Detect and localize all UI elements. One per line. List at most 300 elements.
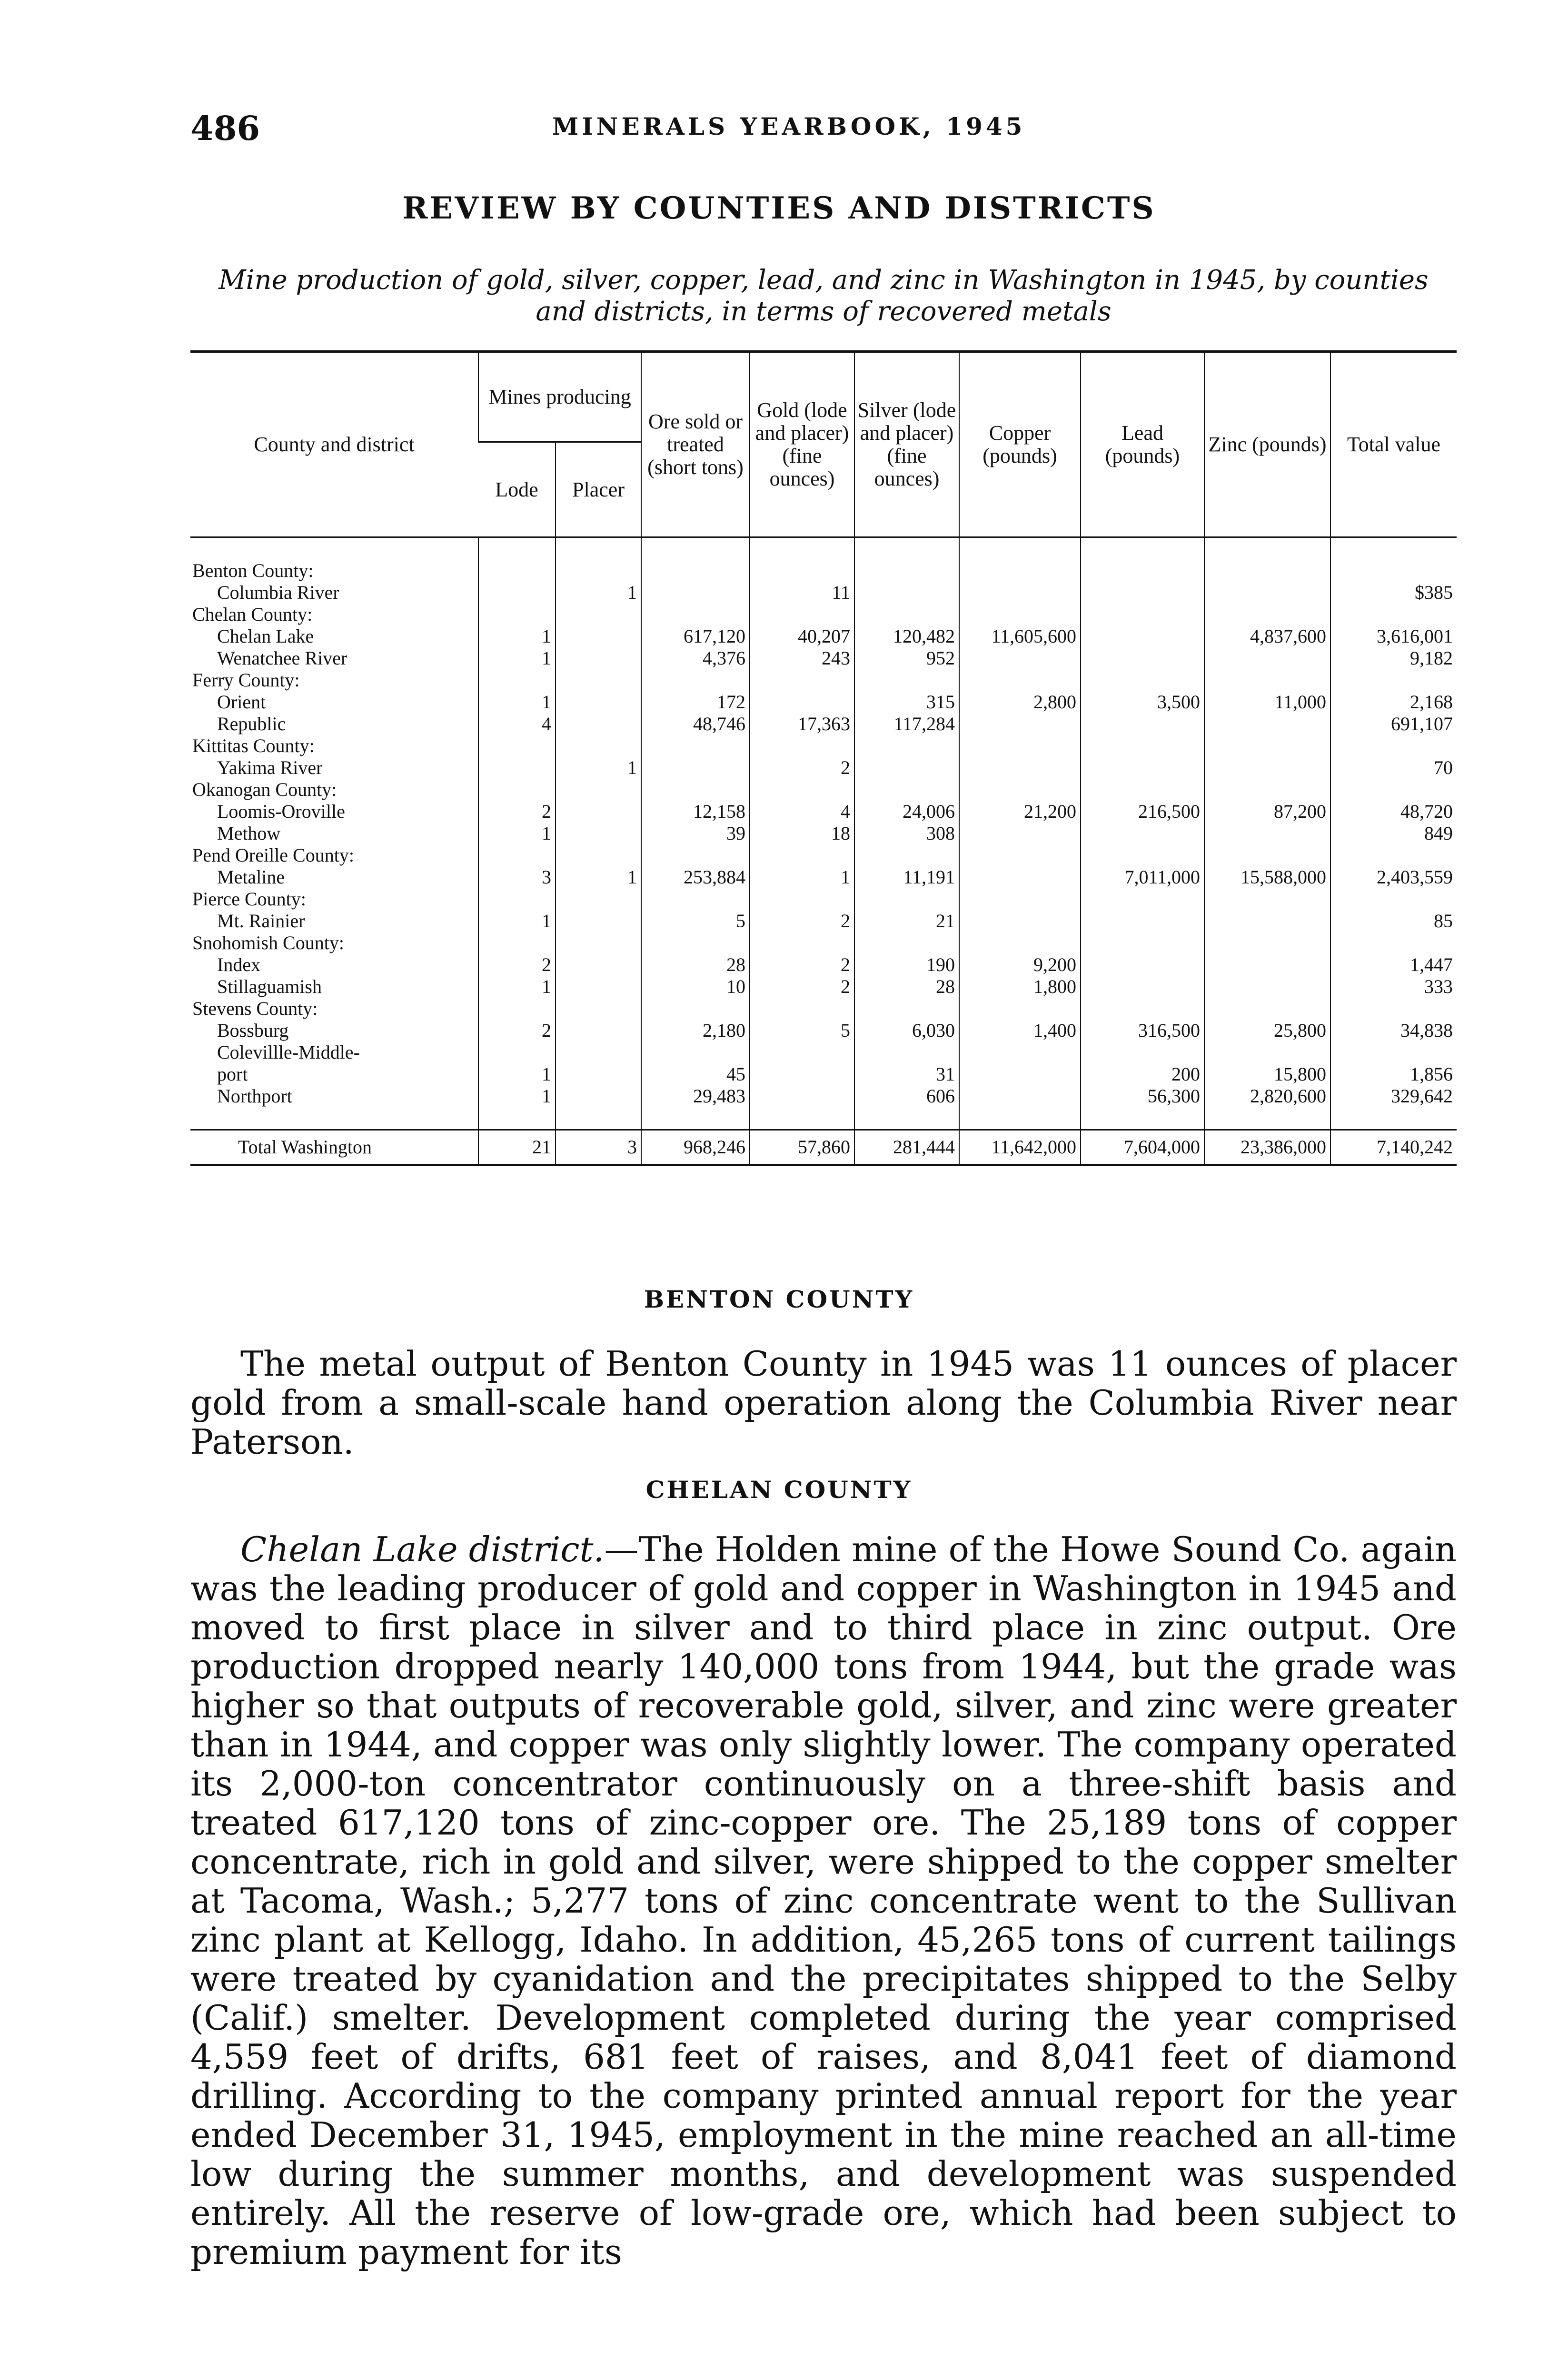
cell-lead [1081, 888, 1204, 910]
county-name: Benton County: [192, 560, 314, 581]
cell-ore: 10 [641, 976, 750, 998]
cell-copper [959, 1085, 1081, 1107]
cell-silver: 315 [854, 691, 959, 713]
cell-silver [854, 604, 959, 625]
cell-zinc: 25,800 [1204, 1020, 1330, 1041]
county-name: Kittitas County: [192, 735, 315, 756]
cell-zinc: 4,837,600 [1204, 625, 1330, 647]
cell-placer [556, 647, 641, 669]
cell-gold: 17,363 [750, 713, 854, 735]
cell-zinc: 23,386,000 [1204, 1130, 1330, 1165]
cell-copper: 21,200 [959, 801, 1081, 823]
cell-lead [1081, 1041, 1204, 1063]
district-name-cell: Chelan Lake [217, 625, 314, 647]
cell-lode [478, 604, 556, 625]
cell-placer [556, 844, 641, 866]
cell-zinc: 2,820,600 [1204, 1085, 1330, 1107]
cell-total [1330, 888, 1457, 910]
cell-gold: 2 [750, 757, 854, 779]
cell-lead: 316,500 [1081, 1020, 1204, 1041]
cell-ore: 253,884 [641, 866, 750, 888]
cell-total: 7,140,242 [1330, 1130, 1457, 1165]
cell-lode [478, 932, 556, 954]
cell-lode: 1 [478, 1063, 556, 1085]
cell-lode [478, 582, 556, 604]
review-title: REVIEW BY COUNTIES AND DISTRICTS [402, 190, 1156, 226]
cell-copper [959, 844, 1081, 866]
cell-placer [556, 1020, 641, 1041]
cell-zinc [1204, 560, 1330, 582]
cell-copper [959, 757, 1081, 779]
cell-lode: 1 [478, 823, 556, 844]
cell-total [1330, 998, 1457, 1020]
cell-silver: 11,191 [854, 866, 959, 888]
cell-lead: 216,500 [1081, 801, 1204, 823]
total-row [190, 1130, 1457, 1165]
county-row [190, 735, 1457, 757]
county-name: Snohomish County: [192, 932, 344, 953]
cell-lead [1081, 735, 1204, 757]
county-name: Chelan County: [192, 604, 313, 625]
cell-silver [854, 669, 959, 691]
cell-total: 48,720 [1330, 801, 1457, 823]
district-row [190, 691, 1457, 713]
cell-placer [556, 1085, 641, 1107]
cell-copper [959, 647, 1081, 669]
district-name-cell: Republic [217, 713, 286, 734]
cell-total: 3,616,001 [1330, 625, 1457, 647]
cell-copper: 2,800 [959, 691, 1081, 713]
cell-silver [854, 888, 959, 910]
cell-ore: 12,158 [641, 801, 750, 823]
header-lead: Lead (pounds) [1081, 352, 1204, 537]
cell-placer [556, 888, 641, 910]
cell-lead: 3,500 [1081, 691, 1204, 713]
cell-total [1330, 844, 1457, 866]
cell-zinc [1204, 735, 1330, 757]
cell-lead [1081, 779, 1204, 801]
county-row [190, 604, 1457, 625]
cell-silver: 6,030 [854, 1020, 959, 1041]
cell-gold [750, 1063, 854, 1085]
cell-zinc [1204, 582, 1330, 604]
county-name: Okanogan County: [192, 779, 337, 800]
district-name-cell: Loomis-Oroville [217, 801, 345, 822]
county-name: Ferry County: [192, 669, 300, 691]
cell-zinc [1204, 669, 1330, 691]
cell-placer [556, 998, 641, 1020]
district-name-cell: Columbia River [217, 582, 339, 603]
cell-total: 333 [1330, 976, 1457, 998]
cell-lode [478, 998, 556, 1020]
cell-lode: 3 [478, 866, 556, 888]
header-county-district: County and district [190, 352, 478, 537]
cell-lode [478, 735, 556, 757]
cell-ore [641, 844, 750, 866]
cell-copper [959, 1041, 1081, 1063]
cell-copper [959, 998, 1081, 1020]
cell-lead [1081, 844, 1204, 866]
cell-total: 329,642 [1330, 1085, 1457, 1107]
cell-copper: 11,642,000 [959, 1130, 1081, 1165]
cell-placer [556, 713, 641, 735]
district-row [190, 954, 1457, 976]
cell-ore: 4,376 [641, 647, 750, 669]
cell-ore: 48,746 [641, 713, 750, 735]
cell-copper [959, 932, 1081, 954]
cell-placer [556, 604, 641, 625]
cell-gold [750, 932, 854, 954]
cell-zinc [1204, 779, 1330, 801]
district-name-cell: Bossburg [217, 1020, 289, 1041]
cell-total [1330, 932, 1457, 954]
chelan-county-paragraph [190, 1530, 1457, 2271]
cell-copper [959, 669, 1081, 691]
cell-silver [854, 560, 959, 582]
cell-silver [854, 779, 959, 801]
cell-gold: 5 [750, 1020, 854, 1041]
cell-lead: 56,300 [1081, 1085, 1204, 1107]
cell-copper [959, 888, 1081, 910]
cell-gold [750, 669, 854, 691]
cell-lead [1081, 932, 1204, 954]
cell-lead: 7,604,000 [1081, 1130, 1204, 1165]
cell-lode [478, 560, 556, 582]
cell-copper [959, 560, 1081, 582]
chelan-county-heading: CHELAN COUNTY [645, 1476, 913, 1504]
cell-ore [641, 582, 750, 604]
cell-placer: 1 [556, 866, 641, 888]
cell-zinc [1204, 998, 1330, 1020]
cell-lead [1081, 582, 1204, 604]
county-name: Stevens County: [192, 998, 318, 1019]
header-gold: Gold (lode and placer) (fine ounces) [750, 352, 854, 537]
cell-ore [641, 932, 750, 954]
cell-placer [556, 625, 641, 647]
cell-lead [1081, 647, 1204, 669]
cell-ore [641, 1041, 750, 1063]
cell-lode [478, 779, 556, 801]
cell-lead [1081, 560, 1204, 582]
cell-gold [750, 1041, 854, 1063]
district-name: Chelan Lake district. [240, 1529, 605, 1569]
cell-gold: 2 [750, 954, 854, 976]
cell-copper [959, 582, 1081, 604]
cell-lode [478, 669, 556, 691]
cell-ore: 45 [641, 1063, 750, 1085]
cell-lode: 2 [478, 954, 556, 976]
cell-gold [750, 560, 854, 582]
cell-total: 1,447 [1330, 954, 1457, 976]
cell-gold: 11 [750, 582, 854, 604]
cell-ore [641, 604, 750, 625]
district-row [190, 582, 1457, 604]
cell-lode: 2 [478, 1020, 556, 1041]
cell-zinc [1204, 910, 1330, 932]
cell-placer: 1 [556, 757, 641, 779]
county-row [190, 560, 1457, 582]
district-row [190, 713, 1457, 735]
cell-copper [959, 910, 1081, 932]
cell-silver [854, 582, 959, 604]
header-total-value: Total value [1330, 352, 1457, 537]
district-name-cell: Yakima River [217, 757, 323, 778]
cell-placer [556, 910, 641, 932]
district-name-cell: Northport [217, 1085, 292, 1107]
cell-lode: 1 [478, 647, 556, 669]
district-row [190, 866, 1457, 888]
cell-zinc [1204, 844, 1330, 866]
cell-ore: 617,120 [641, 625, 750, 647]
cell-zinc: 15,588,000 [1204, 866, 1330, 888]
cell-total [1330, 560, 1457, 582]
cell-copper [959, 779, 1081, 801]
cell-lode [478, 888, 556, 910]
county-row [190, 779, 1457, 801]
cell-ore [641, 669, 750, 691]
county-row [190, 932, 1457, 954]
cell-gold [750, 691, 854, 713]
cell-total [1330, 779, 1457, 801]
cell-silver [854, 757, 959, 779]
header-mines-producing: Mines producing [478, 352, 641, 442]
cell-placer [556, 560, 641, 582]
cell-gold [750, 735, 854, 757]
cell-placer [556, 1041, 641, 1063]
cell-total [1330, 604, 1457, 625]
cell-lead: 200 [1081, 1063, 1204, 1085]
cell-lode: 2 [478, 801, 556, 823]
district-name-cell: Stillaguamish [217, 976, 322, 997]
cell-zinc [1204, 604, 1330, 625]
header-placer: Placer [556, 442, 641, 537]
benton-county-paragraph: The metal output of Benton County in 1945 was 11 ounces of placer gold from a small-scale hand operation along the Columbia River near Paterson. [190, 1344, 1457, 1462]
cell-placer [556, 954, 641, 976]
cell-gold: 2 [750, 910, 854, 932]
cell-placer [556, 669, 641, 691]
header-lode: Lode [478, 442, 556, 537]
county-name: Pend Oreille County: [192, 844, 354, 866]
district-name-cell: Wenatchee River [217, 647, 347, 669]
district-row [190, 757, 1457, 779]
district-name-cell: Index [217, 954, 261, 975]
cell-zinc: 87,200 [1204, 801, 1330, 823]
cell-gold [750, 1085, 854, 1107]
cell-silver: 952 [854, 647, 959, 669]
cell-placer [556, 801, 641, 823]
district-name-cell: Total Washington [190, 1130, 478, 1165]
cell-placer [556, 823, 641, 844]
cell-silver [854, 932, 959, 954]
cell-lode [478, 844, 556, 866]
cell-lode: 21 [478, 1130, 556, 1165]
cell-lead [1081, 625, 1204, 647]
cell-gold [750, 844, 854, 866]
cell-total: 9,182 [1330, 647, 1457, 669]
district-name-cell: Methow [217, 823, 281, 844]
cell-total [1330, 735, 1457, 757]
district-name-cell: Mt. Rainier [217, 910, 305, 932]
chelan-paragraph-body: —The Holden mine of the Howe Sound Co. again was the leading producer of gold and copper in Washington in 1945 and moved to first place in silver and to third place in zinc output. Ore production dropped nearly 140,000 tons from 1944, but the grade was higher so that outputs of recoverable gold, silver, and zinc were greater than in 1944, and copper was only slightly lower. The company operated its 2,000-ton concentrator continuously on a three-shift basis and treated 617,120 tons of zinc-copper ore. The 25,189 tons of copper concentrate, rich in gold and silver, were shipped to the copper smelter at Tacoma, Wash.; 5,277 tons of zinc concentrate went to the Sullivan zinc plant at Kellogg, Idaho. In addition, 45,265 tons of current tailings were treated by cyanidation and the precipitates shipped to the Selby (Calif.) smelter. Development completed during the year comprised 4,559 feet of drifts, 681 feet of raises, and 8,041 feet of diamond drilling. According to the company printed annual report for the year ended December 31, 1945, employment in the mine reached an all-time low during the summer months, and development was suspended entirely. All the reserve of low-grade ore, which had been subject to premium payment for its [190, 1529, 1457, 2272]
cell-gold: 243 [750, 647, 854, 669]
district-row [190, 801, 1457, 823]
cell-lode: 1 [478, 976, 556, 998]
cell-total: 849 [1330, 823, 1457, 844]
cell-ore [641, 779, 750, 801]
cell-ore: 5 [641, 910, 750, 932]
cell-ore [641, 560, 750, 582]
cell-zinc [1204, 757, 1330, 779]
district-name-cell: port [217, 1063, 248, 1085]
cell-lode: 4 [478, 713, 556, 735]
cell-lead [1081, 976, 1204, 998]
cell-lead [1081, 669, 1204, 691]
cell-zinc [1204, 823, 1330, 844]
cell-gold: 18 [750, 823, 854, 844]
cell-silver: 28 [854, 976, 959, 998]
cell-ore [641, 998, 750, 1020]
cell-zinc: 15,800 [1204, 1063, 1330, 1085]
cell-lead [1081, 823, 1204, 844]
cell-zinc [1204, 647, 1330, 669]
cell-gold [750, 998, 854, 1020]
cell-silver: 117,284 [854, 713, 959, 735]
cell-lode: 1 [478, 1085, 556, 1107]
cell-gold: 2 [750, 976, 854, 998]
cell-lead [1081, 954, 1204, 976]
cell-lead: 7,011,000 [1081, 866, 1204, 888]
cell-placer: 3 [556, 1130, 641, 1165]
cell-lode [478, 757, 556, 779]
county-row [190, 844, 1457, 866]
cell-copper: 1,800 [959, 976, 1081, 998]
cell-gold [750, 779, 854, 801]
cell-total: 1,856 [1330, 1063, 1457, 1085]
cell-total: $385 [1330, 582, 1457, 604]
cell-ore: 28 [641, 954, 750, 976]
cell-total: 70 [1330, 757, 1457, 779]
cell-copper [959, 735, 1081, 757]
cell-total: 34,838 [1330, 1020, 1457, 1041]
cell-ore: 29,483 [641, 1085, 750, 1107]
cell-copper [959, 713, 1081, 735]
district-row [190, 823, 1457, 844]
cell-lode: 1 [478, 910, 556, 932]
district-row [190, 1063, 1457, 1085]
cell-copper: 11,605,600 [959, 625, 1081, 647]
cell-copper: 9,200 [959, 954, 1081, 976]
cell-ore: 2,180 [641, 1020, 750, 1041]
cell-total [1330, 1041, 1457, 1063]
cell-lode [478, 1041, 556, 1063]
district-row [190, 1020, 1457, 1041]
cell-silver [854, 998, 959, 1020]
cell-zinc [1204, 1041, 1330, 1063]
cell-placer [556, 1063, 641, 1085]
district-name-cell: Orient [217, 691, 266, 713]
cell-placer [556, 932, 641, 954]
cell-copper: 1,400 [959, 1020, 1081, 1041]
cell-zinc [1204, 954, 1330, 976]
cell-silver: 120,482 [854, 625, 959, 647]
cell-gold [750, 888, 854, 910]
table-body [190, 537, 1457, 1165]
header-copper: Copper (pounds) [959, 352, 1081, 537]
county-row [190, 669, 1457, 691]
county-name: Pierce County: [192, 888, 306, 910]
cell-placer [556, 779, 641, 801]
cell-lead [1081, 910, 1204, 932]
cell-gold: 57,860 [750, 1130, 854, 1165]
cell-silver: 21 [854, 910, 959, 932]
header-zinc: Zinc (pounds) [1204, 352, 1330, 537]
district-row [190, 647, 1457, 669]
cell-lead [1081, 998, 1204, 1020]
cell-copper [959, 1063, 1081, 1085]
cell-zinc [1204, 976, 1330, 998]
cell-copper [959, 823, 1081, 844]
cell-total: 2,168 [1330, 691, 1457, 713]
table-caption: Mine production of gold, silver, copper, lead, and zinc in Washington in 1945, by counties and districts, in terms of recovered metals [218, 265, 1429, 327]
county-row [190, 888, 1457, 910]
cell-total [1330, 669, 1457, 691]
cell-total: 2,403,559 [1330, 866, 1457, 888]
cell-silver [854, 735, 959, 757]
district-row [190, 625, 1457, 647]
cell-placer: 1 [556, 582, 641, 604]
cell-silver [854, 1041, 959, 1063]
cell-total: 85 [1330, 910, 1457, 932]
district-row [190, 1085, 1457, 1107]
production-table [190, 350, 1457, 1166]
county-row [190, 998, 1457, 1020]
cell-placer [556, 691, 641, 713]
cell-gold [750, 604, 854, 625]
cell-silver: 31 [854, 1063, 959, 1085]
cell-placer [556, 735, 641, 757]
header-ore: Ore sold or treated (short tons) [641, 352, 750, 537]
cell-gold: 4 [750, 801, 854, 823]
cell-zinc [1204, 713, 1330, 735]
header-silver: Silver (lode and placer) (fine ounces) [854, 352, 959, 537]
cell-gold: 1 [750, 866, 854, 888]
cell-lode: 1 [478, 625, 556, 647]
cell-silver: 190 [854, 954, 959, 976]
cell-gold: 40,207 [750, 625, 854, 647]
cell-ore [641, 757, 750, 779]
cell-lead [1081, 713, 1204, 735]
district-name-cell: Metaline [217, 866, 285, 888]
county-row [190, 1041, 1457, 1063]
cell-silver [854, 844, 959, 866]
cell-ore [641, 735, 750, 757]
benton-county-heading: BENTON COUNTY [644, 1285, 914, 1313]
cell-silver: 24,006 [854, 801, 959, 823]
cell-ore [641, 888, 750, 910]
cell-total: 691,107 [1330, 713, 1457, 735]
county-name: Colevillle-Middle- [217, 1041, 360, 1063]
cell-silver: 308 [854, 823, 959, 844]
cell-silver: 281,444 [854, 1130, 959, 1165]
cell-placer [556, 976, 641, 998]
cell-ore: 968,246 [641, 1130, 750, 1165]
cell-ore: 39 [641, 823, 750, 844]
cell-lead [1081, 757, 1204, 779]
district-row [190, 976, 1457, 998]
cell-silver: 606 [854, 1085, 959, 1107]
page-number: 486 [190, 109, 260, 148]
district-row [190, 910, 1457, 932]
